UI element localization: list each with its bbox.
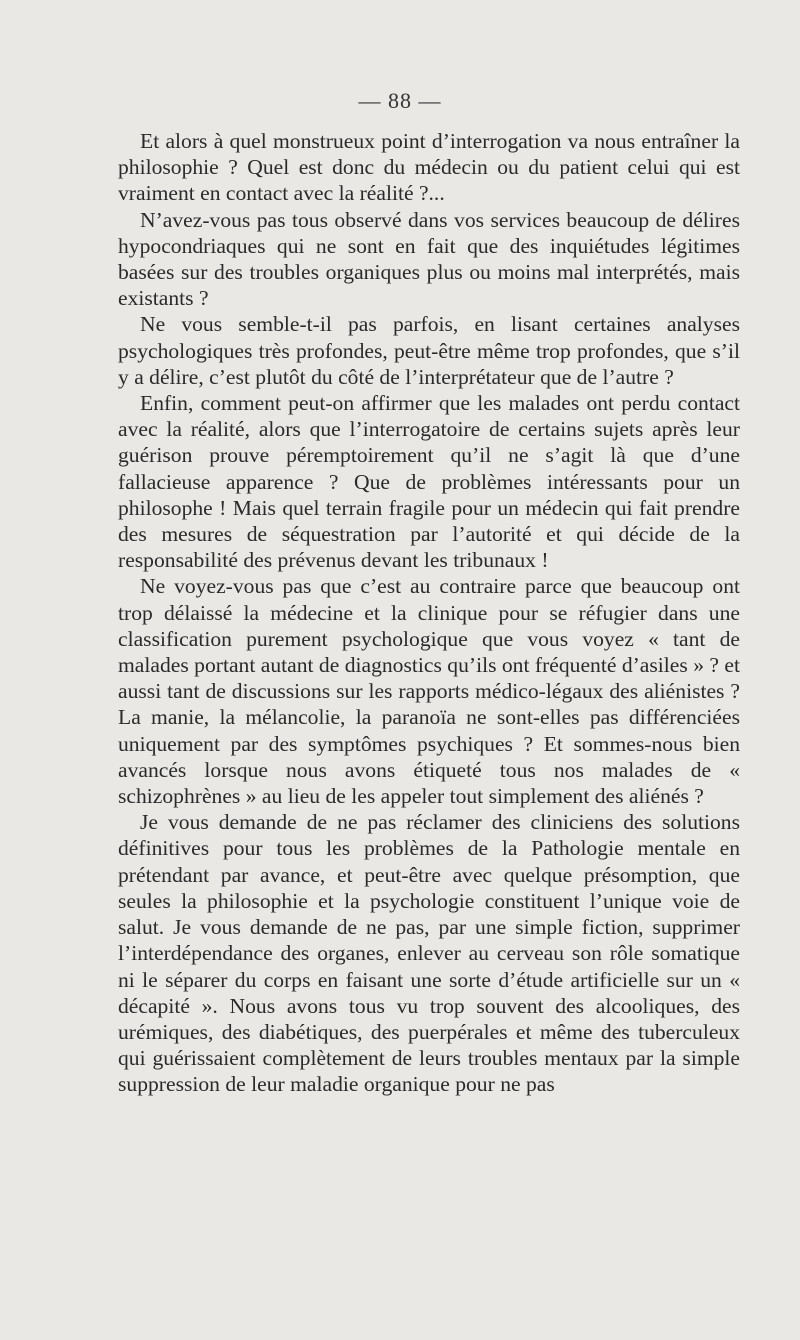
paragraph-2: N’avez-vous pas tous observé dans vos services beaucoup de délires hypocondriaques qui ne sont en fait que des inquiétudes légitimes basées sur des troubles organiques plus ou moins mal interprétés, mais existants ? <box>118 207 740 311</box>
body-text <box>118 128 740 1098</box>
paragraph-5: Ne voyez-vous pas que c’est au contraire parce que beaucoup ont trop délaissé la médecine et la clinique pour se réfugier dans une classification purement psychologique que vous voyez « tant de malades portant autant de diagnostics qu’ils ont fréquenté d’asiles » ? et aussi tant de discussions sur les rapports médico-légaux des aliénistes ? La manie, la mélancolie, la paranoïa ne sont-elles pas différenciées uniquement par des symptômes psychiques ? Et sommes-nous bien avancés lorsque nous avons étiqueté tous nos malades de « schizophrènes » au lieu de les appeler tout simplement des aliénés ? <box>118 574 740 809</box>
paragraph-6: Je vous demande de ne pas réclamer des cliniciens des solutions définitives pour tous les problèmes de la Pathologie mentale en prétendant par avance, et peut-être avec quelque présomption, que seules la philosophie et la psychologie constituent l’unique voie de salut. Je vous demande de ne pas, par une simple fiction, supprimer l’interdépendance des organes, enlever au cerveau son rôle somatique ni le séparer du corps en faisant une sorte d’étude artificielle sur un « décapité ». Nous avons tous vu trop souvent des alcooliques, des urémiques, des diabétiques, des puerpérales et même des tuberculeux qui guérissaient complètement de leurs troubles mentaux par la simple suppression de leur maladie organique pour ne pas <box>118 810 740 1097</box>
page-number: — 88 — <box>358 88 442 113</box>
paragraph-1: Et alors à quel monstrueux point d’interrogation va nous entraîner la philosophie ? Quel est donc du médecin ou du patient celui qui est vraiment en contact avec la réalité ?... <box>118 129 740 206</box>
paragraph-3: Ne vous semble-t-il pas parfois, en lisant certaines analyses psychologiques très profondes, peut-être même trop profondes, que s’il y a délire, c’est plutôt du côté de l’interprétateur que de l’autre ? <box>118 312 740 389</box>
paragraph-4: Enfin, comment peut-on affirmer que les malades ont perdu contact avec la réalité, alors que l’interrogatoire de certains sujets après leur guérison prouve péremptoirement qu’il ne s’agit là que d’une fallacieuse apparence ? Que de problèmes intéressants pour un philosophe ! Mais quel terrain fragile pour un médecin qui fait prendre des mesures de séquestration par l’autorité et qui décide de la responsabilité des prévenus devant les tribunaux ! <box>118 391 740 573</box>
